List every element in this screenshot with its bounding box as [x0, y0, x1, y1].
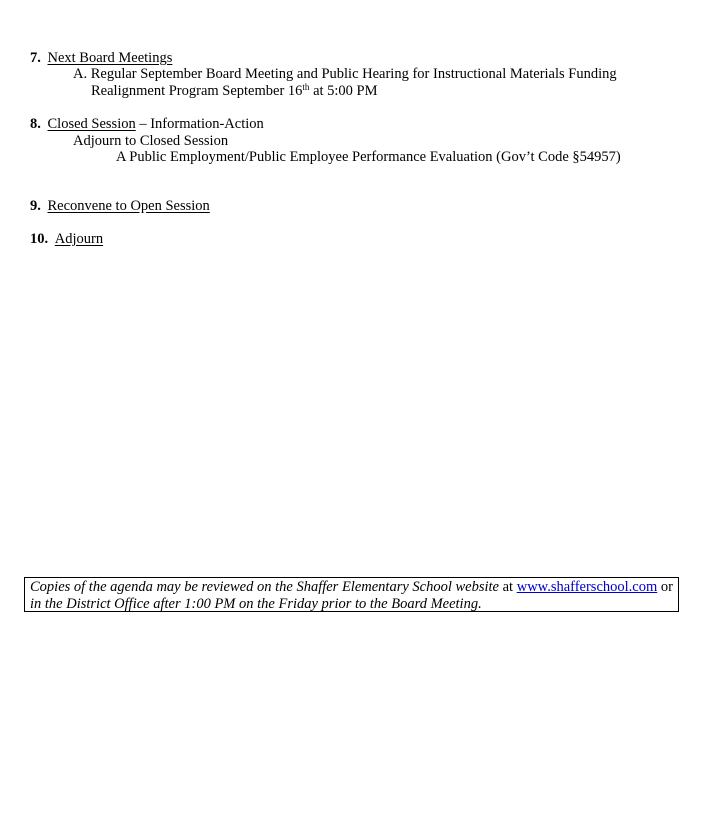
item-8-line1: Adjourn to Closed Session [73, 133, 229, 149]
school-website-link[interactable]: www.shafferschool.com [516, 579, 658, 595]
item-number: 8. [30, 116, 41, 132]
item-7-subitem-a-line2 [91, 83, 378, 100]
item-8-line2: A Public Employment/Public Employee Performance Evaluation (Gov’t Code §54957) [116, 149, 621, 165]
item-number: 7. [30, 50, 41, 66]
notice-line1 [30, 579, 673, 596]
agenda-item-9 [30, 198, 210, 215]
notice-text-or: or [657, 579, 673, 595]
ordinal-suffix: th [302, 82, 310, 92]
notice-text-part1: Copies of the agenda may be reviewed on the Shaffer Elementary School website [30, 579, 499, 595]
subitem-date-text: Realignment Program September 16 [91, 83, 303, 99]
item-7-subitem-a-line1: A. Regular September Board Meeting and Public Hearing for Instructional Materials Funding [73, 66, 617, 82]
item-title-suffix: – Information-Action [135, 116, 264, 132]
item-title-closed-session: Closed Session [47, 116, 136, 132]
item-number: 10. [30, 231, 49, 247]
agenda-notice-box [24, 577, 679, 612]
agenda-item-10 [30, 231, 103, 248]
notice-text-at: at [499, 579, 517, 595]
item-title-next-board-meetings: Next Board Meetings [47, 50, 173, 66]
item-title-adjourn: Adjourn [54, 231, 104, 247]
item-title-reconvene: Reconvene to Open Session [47, 198, 210, 214]
agenda-item-8 [30, 116, 264, 133]
agenda-item-7 [30, 50, 172, 67]
item-number: 9. [30, 198, 41, 214]
subitem-time-text: at 5:00 PM [309, 83, 378, 99]
notice-line2: in the District Office after 1:00 PM on the Friday prior to the Board Meeting. [30, 596, 482, 612]
